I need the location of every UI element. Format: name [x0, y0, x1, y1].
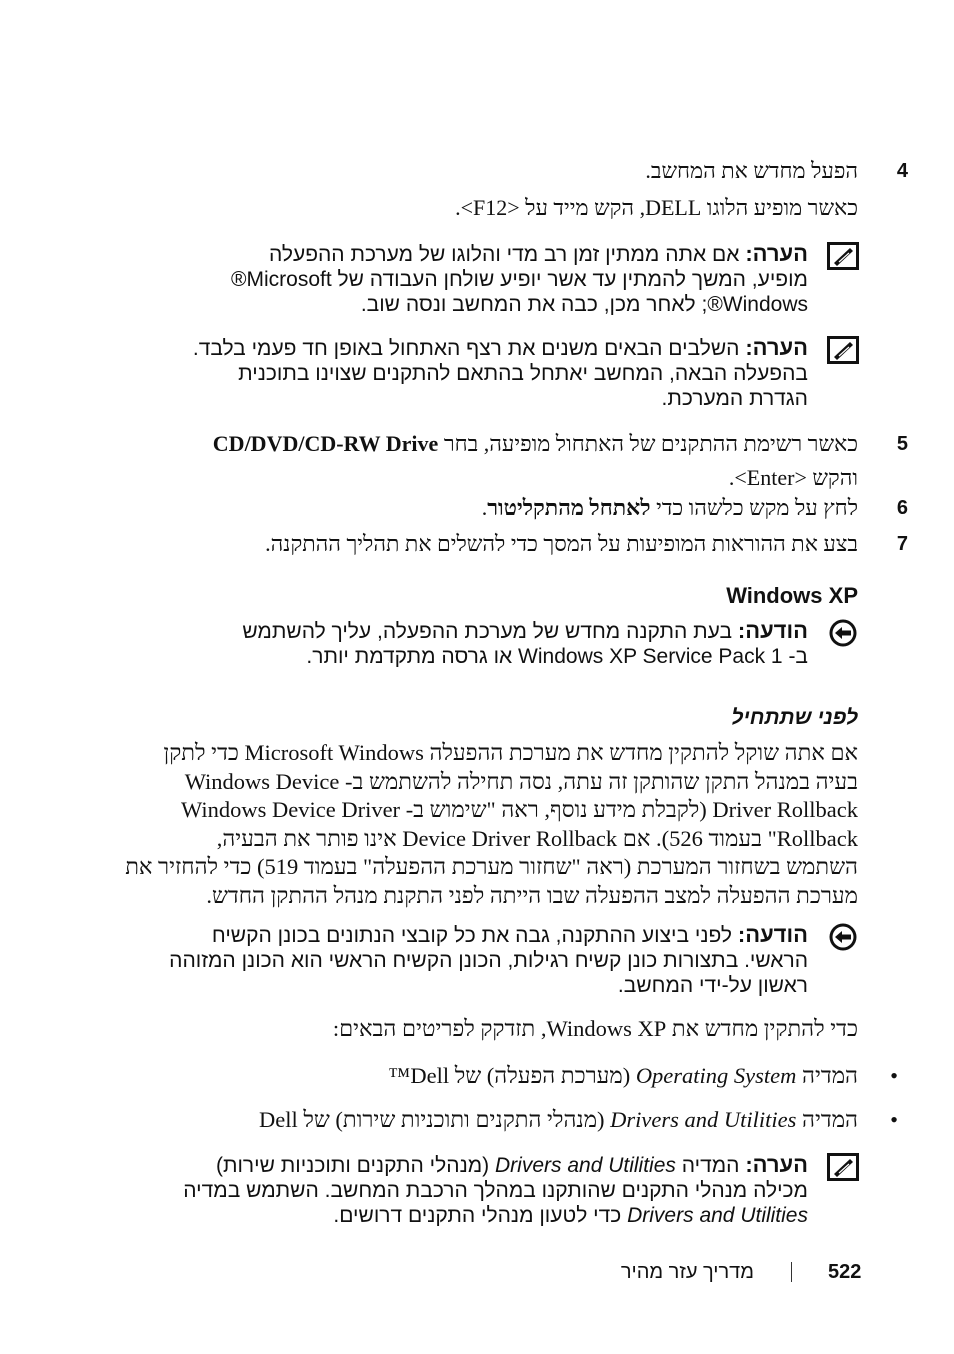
list-item: [118, 1062, 898, 1090]
paragraph-line: מערכת ההפעלה למצב ההפעלה שבו הייתה לפני התקנת מנהל ההתקן החדש.: [206, 882, 858, 908]
step-number: 6: [896, 497, 908, 519]
paragraph-line: אם אתה שוקל להתקין מחדש את מערכת ההפעלה Microsoft Windows כדי לתקן: [163, 740, 858, 765]
notice-label: הודעה:: [737, 618, 808, 643]
item-text: המדיה: [796, 1063, 858, 1088]
note-text: השלבים הבאים משנים את רצף האתחול באופן חד פעמי בלבד.: [192, 337, 740, 360]
notice-text: ראשון על-ידי המחשב.: [617, 974, 808, 997]
step-number: 7: [896, 533, 908, 555]
footer-title: מדריך עזר מהיר: [620, 1261, 754, 1283]
notice-icon: [826, 922, 860, 952]
notice-label: הודעה:: [737, 922, 808, 947]
step-text: והקש <Enter>.: [728, 465, 858, 490]
note-text: אם אתה ממתין זמן רב מדי והלוגו של מערכת ההפעלה: [268, 243, 740, 266]
step-text-end: .: [481, 495, 488, 520]
note-text: הגדרת המערכת.: [661, 387, 808, 410]
item-text: המדיה: [796, 1107, 858, 1132]
step-4-detail: [118, 194, 858, 222]
paragraph: [118, 739, 858, 910]
item-media-name: Operating System: [635, 1063, 797, 1088]
step-5: [118, 430, 908, 492]
step-number: 4: [896, 160, 908, 182]
note-label: הערה:: [745, 241, 808, 266]
note-text: כדי לטעון מנהלי התקנים דרושים.: [333, 1204, 628, 1227]
intro-text: כדי להתקין מחדש את Windows XP, תזדקק לפריטים הבאים:: [332, 1016, 858, 1041]
paragraph-line: Driver Rollback (לקבלת מידע נוסף, ראה "שימוש ב- Windows Device Driver: [181, 797, 858, 822]
pencil-note-icon: [826, 1152, 860, 1182]
list-item: [118, 1106, 898, 1134]
boot-option: לאתחל מהתקליטור: [487, 495, 651, 520]
pencil-note-icon: [826, 335, 860, 365]
note-text: בהפעלה הבאה, המחשב יאתחל בהתאם להתקנים שצוינו בתוכנית: [238, 362, 808, 385]
notice-text: בעת התקנה מחדש של מערכת ההפעלה, עליך להשתמש: [242, 620, 733, 643]
item-media-name: Drivers and Utilities: [610, 1107, 797, 1132]
drive-option: CD/DVD/CD-RW Drive: [212, 431, 439, 456]
subheading: לפני שתתחיל: [731, 706, 858, 729]
bullet-dot: •: [890, 1063, 898, 1088]
notice-text: הראשי. בתצורות כונן קשיח רגילות, הכונן הקשיח הראשי הוא הכונן המזוהה: [169, 949, 808, 972]
note-text: המדיה: [675, 1154, 740, 1177]
step-text: לחץ על מקש כלשהו כדי: [650, 495, 858, 520]
step-text: הפעל מחדש את המחשב.: [645, 158, 858, 183]
step-text: כאשר רשימת ההתקנים של האתחול מופיעה, בחר: [438, 431, 858, 456]
step-text: בצע את ההוראות המופיעות על המסך כדי להשלים את תהליך ההתקנה.: [265, 531, 858, 556]
note-box: [128, 241, 808, 317]
step-7: [118, 530, 908, 558]
note-box: [128, 1152, 808, 1228]
step-4: [118, 157, 908, 185]
footer-divider: [791, 1262, 792, 1282]
item-text: (מערכת הפעלה) של Dell™: [388, 1063, 636, 1088]
step-6: [118, 494, 908, 522]
pencil-note-icon: [826, 241, 860, 271]
notice-box: [128, 922, 808, 998]
note-label: הערה:: [745, 335, 808, 360]
note-box: [128, 335, 808, 411]
notice-box: [128, 618, 808, 669]
note-text: מכילה מנהלי התקנים שהותקנו במהלך הרכבת המחשב. השתמש במדיה: [183, 1179, 808, 1202]
item-text: (מנהלי התקנים ותוכניות שירות) של Dell: [258, 1107, 611, 1132]
section-title: Windows XP: [726, 583, 858, 608]
bullet-dot: •: [890, 1107, 898, 1132]
paragraph-line: השתמש בשחזור המערכת (ראה "שחזור מערכת ההפעלה" בעמוד 519) כדי להחזיר את: [125, 854, 858, 879]
paragraph-line: Rollback" בעמוד 526). אם Device Driver Rollback אינו פותר את הבעיה,: [216, 825, 858, 851]
requirements-intro: [118, 1015, 858, 1044]
notice-text: לפני ביצוע ההתקנה, גבה את כל קובצי הנתונים בכונן הקשיח: [211, 924, 733, 947]
note-media-name: Drivers and Utilities: [627, 1204, 808, 1227]
notice-text: ב- Windows XP Service Pack 1 או גרסה מתקדמת יותר.: [306, 645, 808, 668]
note-label: הערה:: [745, 1152, 808, 1177]
note-media-name: Drivers and Utilities: [495, 1154, 676, 1177]
notice-icon: [826, 618, 860, 648]
step-number: 5: [896, 433, 908, 455]
paragraph-line: בעיה במנהל התקן שהותקן זה עתה, נסה תחילה להשתמש ב- Windows Device: [184, 768, 858, 794]
note-text: מופיע, המשך להמתין עד אשר יופיע שולחן העבודה של Microsoft®: [231, 268, 808, 291]
note-text: (מנהלי התקנים ותוכניות שירות): [215, 1154, 496, 1177]
page-number: 522: [828, 1261, 862, 1283]
step-detail-text: כאשר מופיע הלוגו DELL, הקש מייד על <F12>.: [455, 195, 858, 220]
note-text: Windows®; לאחר מכן, כבה את המחשב ונסה שוב.: [360, 293, 808, 316]
